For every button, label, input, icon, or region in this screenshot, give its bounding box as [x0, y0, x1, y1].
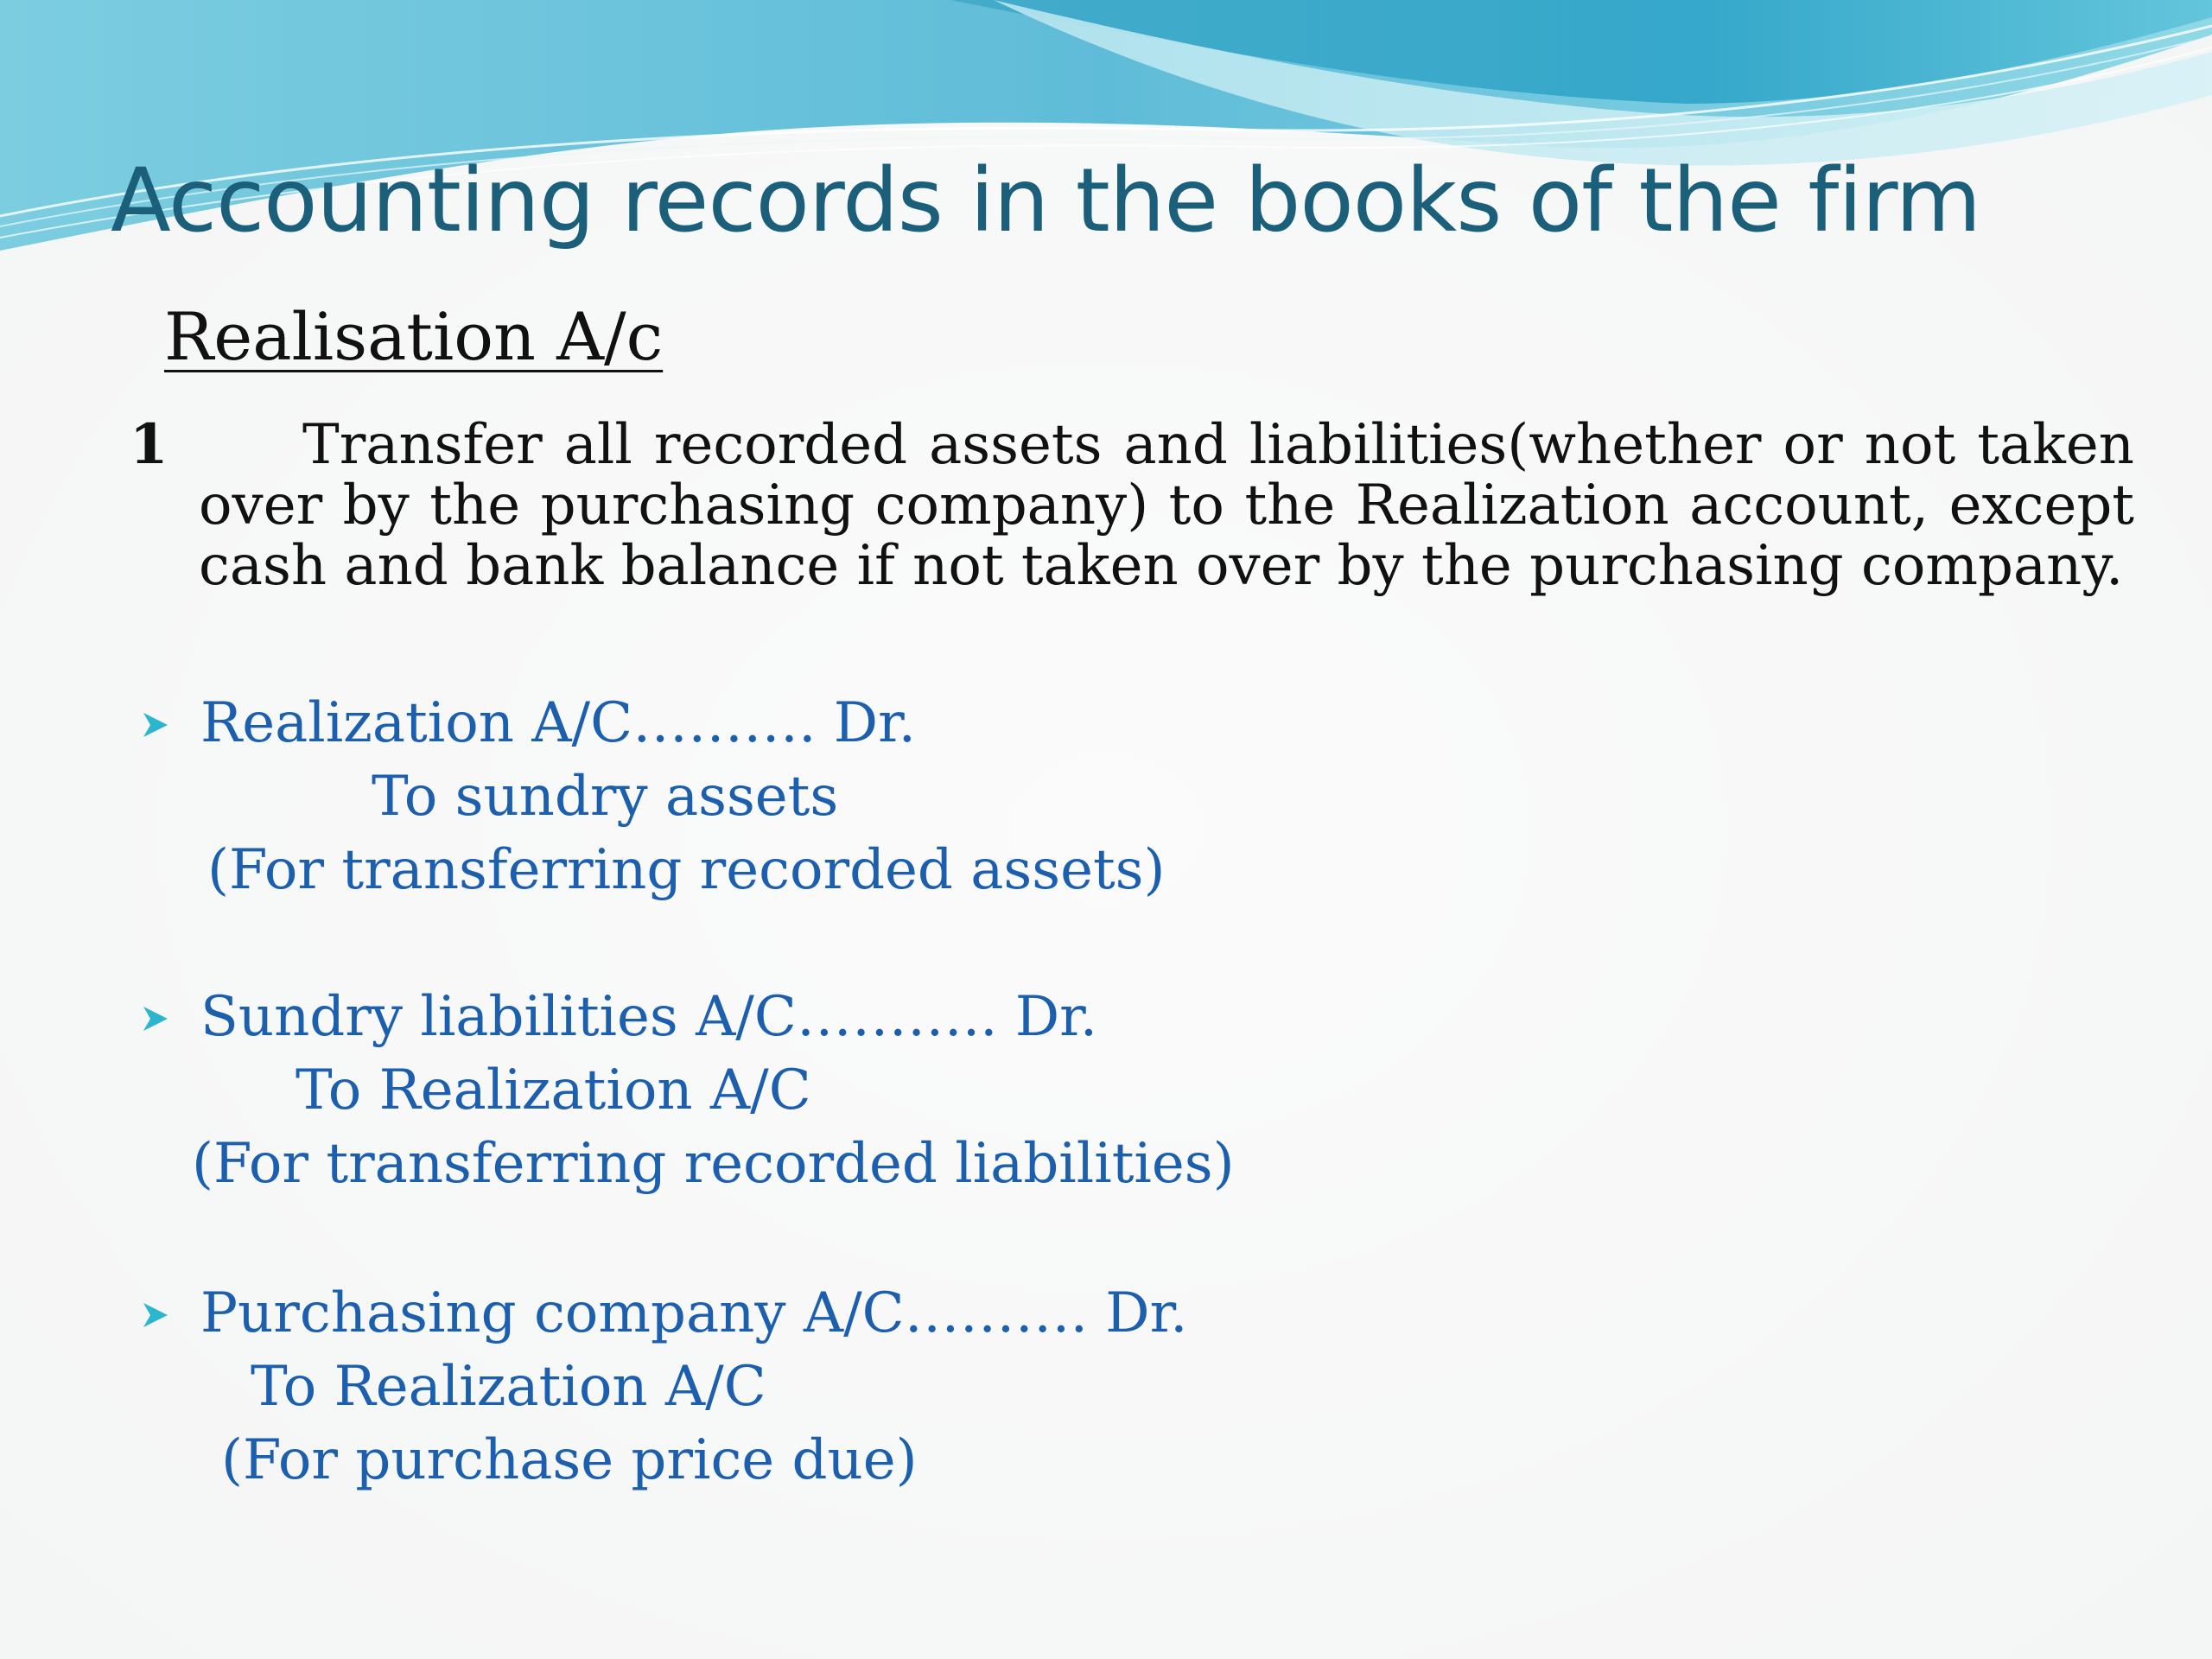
journal-entry-2 [138, 981, 2039, 1201]
entry-debit-line: Realization A/C………. Dr. [200, 691, 916, 755]
entry-narration: (For purchase price due) [221, 1428, 918, 1492]
arrowhead-bullet-icon [138, 1298, 173, 1332]
step-text: Transfer all recorded assets and liabilities(whether or not taken over by the purchasing company) to the Realization account, except cash and bank balance if not taken over by the purchasing company. [199, 413, 2134, 598]
section-subtitle: Realisation A/c [164, 298, 664, 375]
journal-entry-1 [138, 687, 2039, 907]
entry-credit-line: To Realization A/C [296, 1058, 811, 1122]
entry-credit-line: To Realization A/C [251, 1355, 766, 1419]
entry-credit-line: To sundry assets [372, 765, 839, 829]
journal-entry-3 [138, 1277, 2039, 1497]
arrowhead-bullet-icon [138, 708, 173, 742]
entry-narration: (For transferring recorded assets) [207, 838, 1166, 902]
step-paragraph [130, 412, 2134, 598]
entry-debit-line: Sundry liabilities A/C……….. Dr. [200, 985, 1098, 1049]
step-number: 1 [130, 412, 168, 477]
arrowhead-bullet-icon [138, 1001, 173, 1036]
entry-debit-line: Purchasing company A/C………. Dr. [200, 1281, 1188, 1345]
slide-title: Accounting records in the books of the firm [111, 149, 1981, 252]
entry-narration: (For transferring recorded liabilities) [192, 1132, 1235, 1196]
